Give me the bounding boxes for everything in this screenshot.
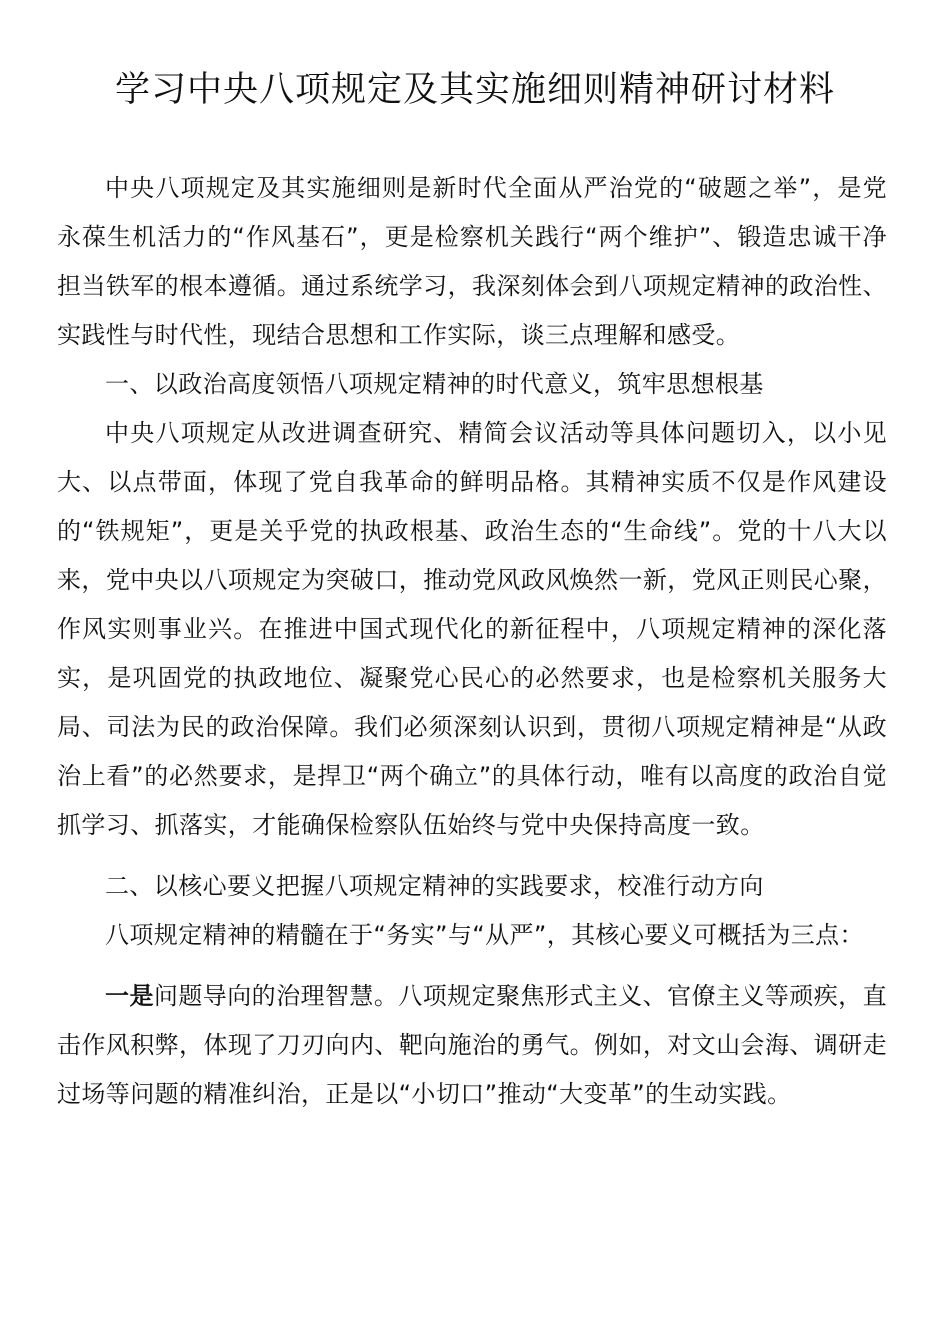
point-one-text: 问题导向的治理智慧。八项规定聚焦形式主义、官僚主义等顽疾，直击作风积弊，体现了刀刃向内、靶向施治的勇气。例如，对文山会海、调研走过场等问题的精准纠治，正是以“小切口”推动“大变革”的生动实践。 [57,982,887,1108]
intro-paragraph: 中央八项规定及其实施细则是新时代全面从严治党的“破题之举”，是党永葆生机活力的“作风基石”，更是检察机关践行“两个维护”、锻造忠诚干净担当铁军的根本遵循。通过系统学习，我深刻体会到八项规定精神的政治性、实践性与时代性，现结合思想和工作实际，谈三点理解和感受。 [57,174,887,349]
section-two-intro-paragraph: 八项规定精神的精髓在于“务实”与“从严”，其核心要义可概括为三点： [105,921,864,949]
paragraph-spacer [57,960,887,972]
point-one-paragraph [57,972,887,1119]
section-heading-two: 二、以核心要义把握八项规定精神的实践要求，校准行动方向 [105,872,764,900]
point-one-lead: 一是 [105,982,154,1010]
document-title: 学习中央八项规定及其实施细则精神研讨材料 [114,70,835,110]
document-body [57,164,887,1119]
section-heading-one: 一、以政治高度领悟八项规定精神的时代意义，筑牢思想根基 [105,370,764,398]
section-one-paragraph: 中央八项规定从改进调查研究、精简会议活动等具体问题切入，以小见大、以点带面，体现了党自我革命的鲜明品格。其精神实质不仅是作风建设的“铁规矩”，更是关乎党的执政根基、政治生态的“生命线”。党的十八大以来，党中央以八项规定为突破口，推动党风政风焕然一新，党风正则民心聚，作风实则事业兴。在推进中国式现代化的新征程中，八项规定精神的深化落实，是巩固党的执政地位、凝聚党心民心的必然要求，也是检察机关服务大局、司法为民的政治保障。我们必须深刻认识到，贯彻八项规定精神是“从政治上看”的必然要求，是捍卫“两个确立”的具体行动，唯有以高度的政治自觉抓学习、抓落实，才能确保检察队伍始终与党中央保持高度一致。 [57,419,887,839]
paragraph-spacer [57,850,887,862]
